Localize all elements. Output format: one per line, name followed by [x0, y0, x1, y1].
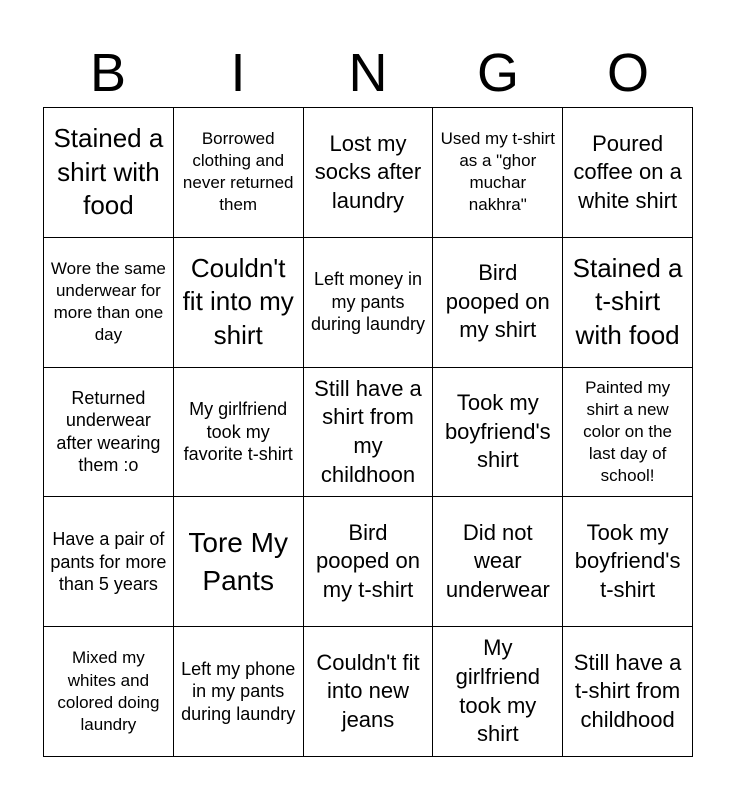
header-letter-g: G — [476, 43, 519, 103]
bingo-cell[interactable]: Took my boyfriend's shirt — [433, 368, 563, 498]
bingo-cell[interactable]: Tore My Pants — [174, 497, 304, 627]
bingo-cell[interactable]: Have a pair of pants for more than 5 years — [44, 497, 174, 627]
bingo-cell[interactable]: Bird pooped on my shirt — [433, 238, 563, 368]
bingo-cell[interactable]: Lost my socks after laundry — [304, 108, 434, 238]
bingo-cell[interactable]: Couldn't fit into new jeans — [304, 627, 434, 757]
header-letter-i: I — [230, 43, 246, 103]
bingo-cell[interactable]: Did not wear underwear — [433, 497, 563, 627]
bingo-cell[interactable]: My girlfriend took my shirt — [433, 627, 563, 757]
bingo-cell[interactable]: Returned underwear after wearing them :o — [44, 368, 174, 498]
bingo-cell[interactable]: Poured coffee on a white shirt — [563, 108, 693, 238]
header-letter-n: N — [348, 43, 388, 103]
bingo-cell[interactable]: My girlfriend took my favorite t-shirt — [174, 368, 304, 498]
header-letter-b: B — [89, 43, 127, 103]
bingo-cell[interactable]: Stained a t-shirt with food — [563, 238, 693, 368]
bingo-header — [43, 40, 693, 106]
bingo-cell[interactable]: Borrowed clothing and never returned them — [174, 108, 304, 238]
bingo-grid — [43, 107, 693, 757]
bingo-cell[interactable]: Left money in my pants during laundry — [304, 238, 434, 368]
bingo-cell[interactable]: Mixed my whites and colored doing laundry — [44, 627, 174, 757]
bingo-cell[interactable]: Still have a shirt from my childhoon — [304, 368, 434, 498]
bingo-cell[interactable]: Still have a t-shirt from childhood — [563, 627, 693, 757]
bingo-cell[interactable]: Wore the same underwear for more than one day — [44, 238, 174, 368]
bingo-cell[interactable]: Took my boyfriend's t-shirt — [563, 497, 693, 627]
bingo-cell[interactable]: Left my phone in my pants during laundry — [174, 627, 304, 757]
bingo-cell[interactable]: Painted my shirt a new color on the last day of school! — [563, 368, 693, 498]
bingo-cell[interactable]: Couldn't fit into my shirt — [174, 238, 304, 368]
bingo-cell[interactable]: Bird pooped on my t-shirt — [304, 497, 434, 627]
bingo-cell[interactable]: Stained a shirt with food — [44, 108, 174, 238]
header-letter-o: O — [606, 43, 649, 103]
bingo-cell[interactable]: Used my t-shirt as a "ghor muchar nakhra" — [433, 108, 563, 238]
